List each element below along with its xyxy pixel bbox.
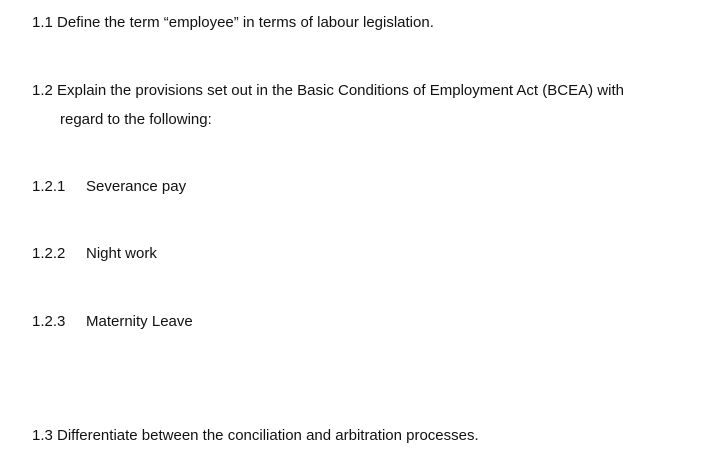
question-1-1: 1.1 Define the term “employee” in terms of labour legislation. xyxy=(32,14,434,31)
question-1-2-line-2: regard to the following: xyxy=(60,111,212,128)
question-1-2-1 xyxy=(32,178,186,196)
subitem-label: Night work xyxy=(86,245,157,262)
subitem-number: 1.2.3 xyxy=(32,313,66,330)
subitem-number: 1.2.1 xyxy=(32,178,66,195)
subitem-label: Severance pay xyxy=(86,178,187,195)
subitem-label: Maternity Leave xyxy=(86,313,193,330)
question-1-2-3 xyxy=(32,313,193,331)
subitem-number: 1.2.2 xyxy=(32,245,66,262)
question-1-2-2 xyxy=(32,245,157,263)
question-1-2-line-1: 1.2 Explain the provisions set out in the Basic Conditions of Employment Act (BCEA) with xyxy=(32,82,624,99)
question-1-3: 1.3 Differentiate between the conciliation and arbitration processes. xyxy=(32,427,479,444)
